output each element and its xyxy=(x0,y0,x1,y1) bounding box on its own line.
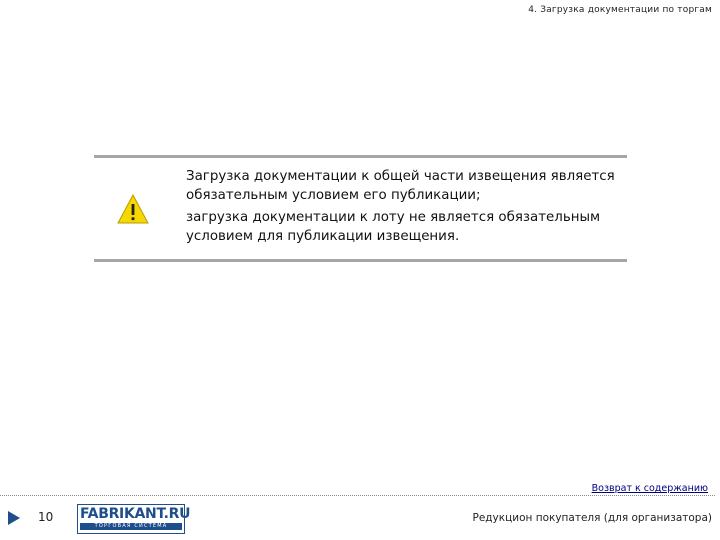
warning-icon xyxy=(117,194,149,224)
footer-divider xyxy=(0,495,715,496)
section-title: 4. Загрузка документации по торгам xyxy=(528,5,712,15)
logo-name: FABRIKANT.RU xyxy=(80,506,191,522)
page-number: 10 xyxy=(38,510,54,524)
notice-paragraph: загрузка документации к лоту не является обязательным условием для публикации извещения. xyxy=(186,210,601,244)
logo-tagline: ТОРГОВАЯ СИСТЕМА xyxy=(80,523,182,530)
logo xyxy=(77,504,191,534)
warning-notice xyxy=(94,155,627,262)
back-to-contents-link[interactable]: Возврат к содержанию xyxy=(591,483,708,494)
play-icon[interactable] xyxy=(8,511,20,525)
notice-text xyxy=(186,167,626,246)
notice-paragraph: Загрузка документации к общей части извещения является обязательным условием его публикации; xyxy=(186,169,615,203)
footer-caption: Редукцион покупателя (для организатора) xyxy=(472,512,712,524)
